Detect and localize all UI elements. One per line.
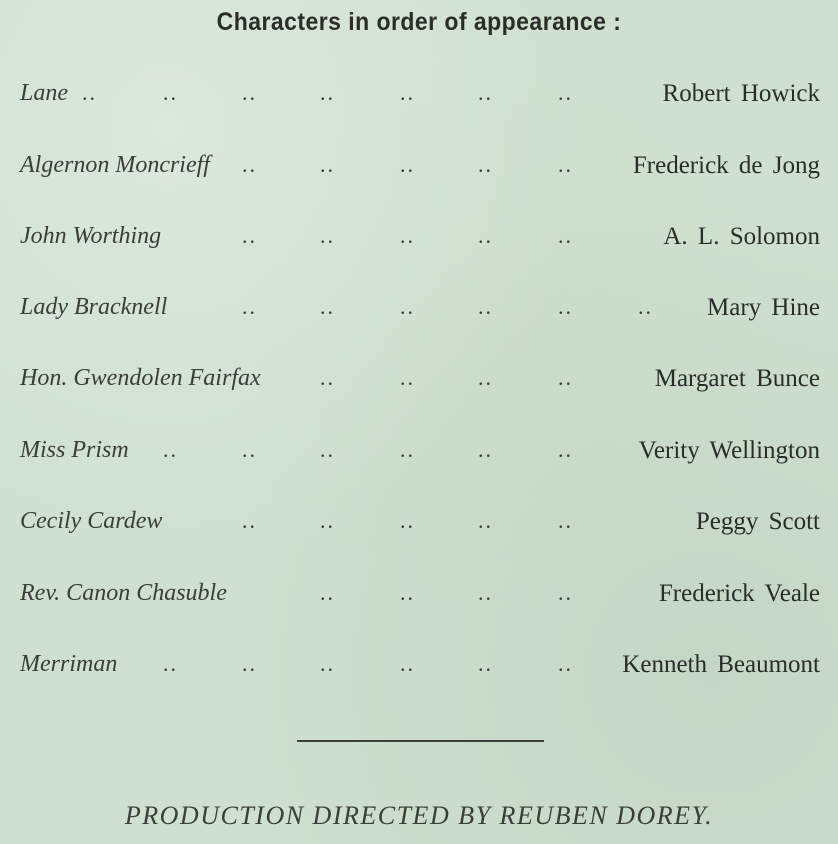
role-name: Lady Bracknell — [20, 294, 168, 320]
dot-leader: .. — [320, 580, 335, 605]
cast-row — [20, 508, 820, 542]
dot-leader: .. — [242, 294, 257, 319]
dot-leader: .. — [478, 223, 493, 248]
dot-leader: .. — [558, 294, 573, 319]
dot-leader: .. — [478, 80, 493, 105]
role-name: Hon. Gwendolen Fairfax — [20, 365, 261, 391]
dot-leader: .. — [400, 437, 415, 462]
dot-leader: .. — [320, 365, 335, 390]
divider-rule — [297, 740, 544, 742]
cast-row — [20, 651, 820, 685]
actor-name: A. L. Solomon — [663, 223, 820, 250]
role-name: Cecily Cardew — [20, 508, 163, 534]
cast-row — [20, 437, 820, 471]
dot-leader: .. — [242, 223, 257, 248]
dot-leader: .. — [163, 80, 178, 105]
dot-leader: .. — [558, 80, 573, 105]
dot-leader: .. — [163, 651, 178, 676]
dot-leader: .. — [400, 294, 415, 319]
dot-leader: .. — [242, 651, 257, 676]
dot-leader: .. — [242, 508, 257, 533]
dot-leader: .. — [558, 508, 573, 533]
actor-name: Mary Hine — [707, 294, 820, 321]
role-name: John Worthing — [20, 223, 162, 249]
cast-row — [20, 223, 820, 257]
role-name: Rev. Canon Chasuble — [20, 580, 227, 606]
dot-leader: .. — [400, 508, 415, 533]
dot-leader: .. — [558, 152, 573, 177]
cast-list-heading: Characters in order of appearance : — [216, 8, 622, 36]
actor-name: Frederick Veale — [658, 580, 820, 607]
dot-leader: .. — [320, 437, 335, 462]
actor-name: Frederick de Jong — [632, 152, 820, 179]
dot-leader: .. — [320, 152, 335, 177]
dot-leader: .. — [320, 651, 335, 676]
dot-leader: .. — [558, 437, 573, 462]
dot-leader: .. — [320, 508, 335, 533]
actor-name: Verity Wellington — [638, 437, 820, 464]
dot-leader: .. — [82, 80, 97, 105]
dot-leader: .. — [478, 294, 493, 319]
dot-leader: .. — [242, 80, 257, 105]
dot-leader: .. — [478, 152, 493, 177]
dot-leader: .. — [242, 152, 257, 177]
cast-row — [20, 80, 820, 114]
dot-leader: .. — [400, 223, 415, 248]
dot-leader: .. — [478, 437, 493, 462]
actor-name: Peggy Scott — [695, 508, 820, 535]
cast-row — [20, 580, 820, 614]
director-credit: PRODUCTION DIRECTED BY REUBEN DOREY. — [124, 801, 714, 830]
dot-leader: .. — [478, 365, 493, 390]
cast-row — [20, 365, 820, 399]
cast-row — [20, 294, 820, 328]
dot-leader: .. — [242, 437, 257, 462]
dot-leader: .. — [400, 365, 415, 390]
dot-leader: .. — [163, 437, 178, 462]
cast-row — [20, 152, 820, 186]
dot-leader: .. — [320, 294, 335, 319]
role-name: Merriman — [20, 651, 118, 677]
dot-leader: .. — [558, 223, 573, 248]
dot-leader: .. — [478, 580, 493, 605]
dot-leader: .. — [558, 580, 573, 605]
dot-leader: .. — [400, 80, 415, 105]
dot-leader: .. — [638, 294, 653, 319]
role-name: Algernon Moncrieff — [20, 152, 210, 178]
dot-leader: .. — [558, 365, 573, 390]
dot-leader: .. — [320, 223, 335, 248]
dot-leader: .. — [400, 651, 415, 676]
dot-leader: .. — [400, 580, 415, 605]
dot-leader: .. — [478, 651, 493, 676]
actor-name: Robert Howick — [662, 80, 820, 107]
dot-leader: .. — [320, 80, 335, 105]
role-name: Lane — [20, 80, 68, 106]
dot-leader: .. — [558, 651, 573, 676]
role-name: Miss Prism — [20, 437, 129, 463]
actor-name: Kenneth Beaumont — [622, 651, 820, 678]
dot-leader: .. — [478, 508, 493, 533]
dot-leader: .. — [400, 152, 415, 177]
actor-name: Margaret Bunce — [654, 365, 820, 392]
